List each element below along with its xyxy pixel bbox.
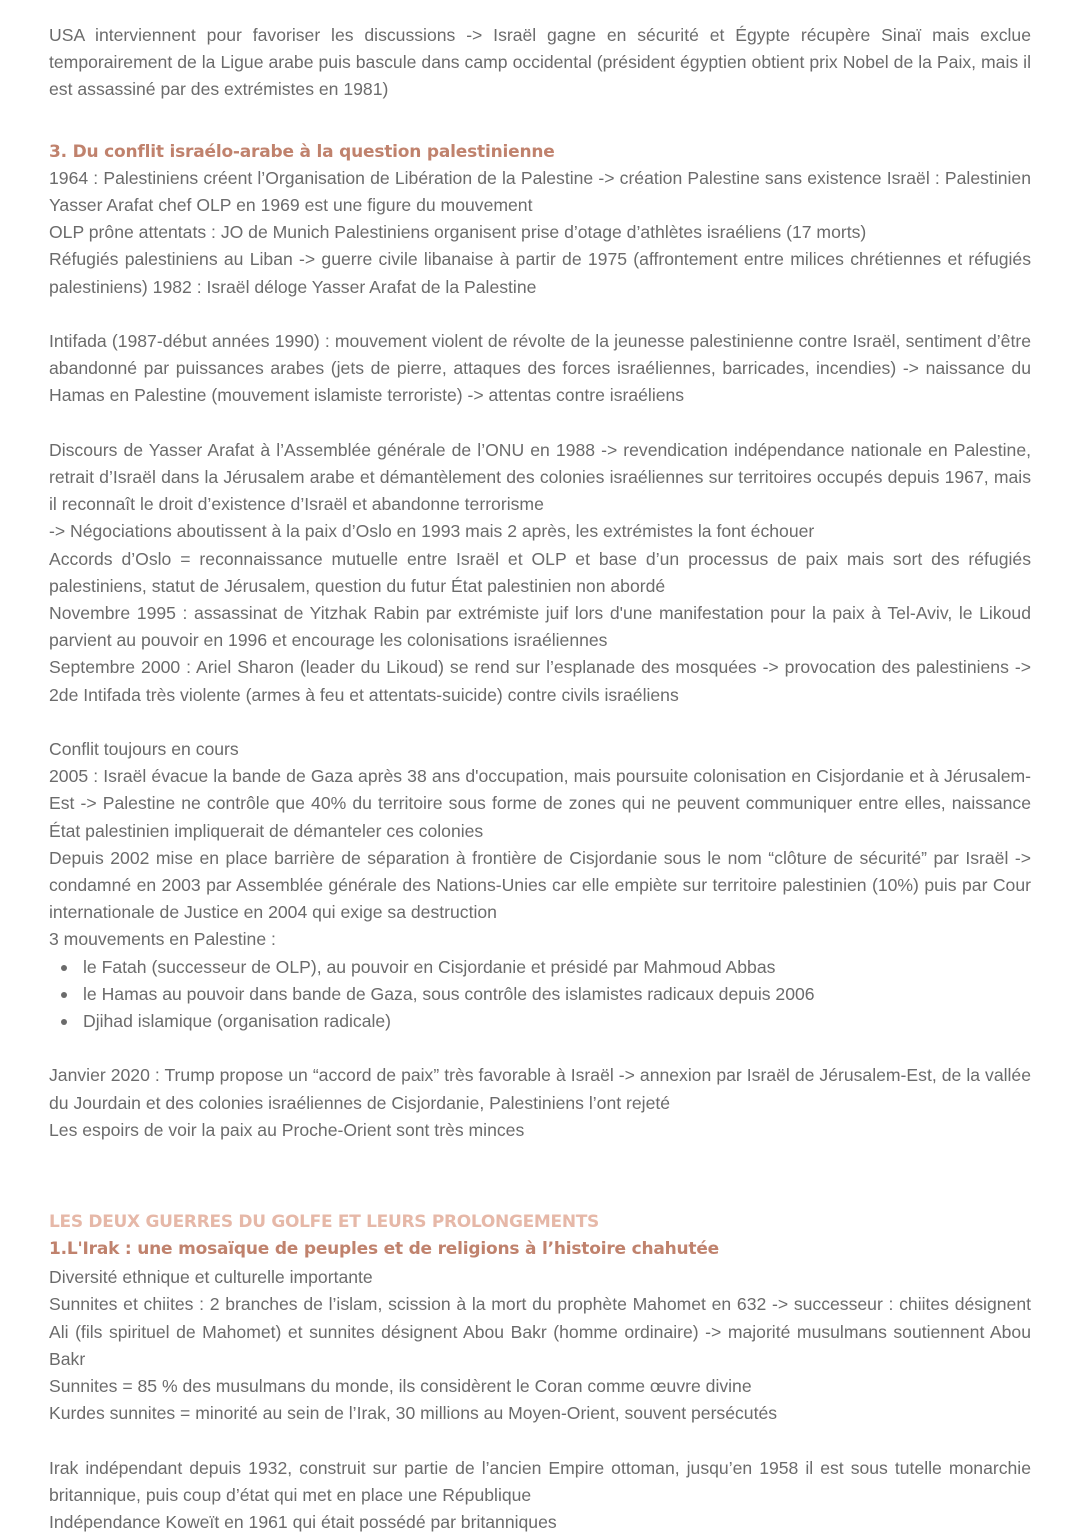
paragraph-sharon: Septembre 2000 : Ariel Sharon (leader du Likoud) se rend sur l’esplanade des mosquées -> provocation des palestiniens -> 2de Intifada très violente (armes à feu et attentats-suicide) contre civils israéliens xyxy=(49,657,1031,705)
paragraph-gaza-2005: 2005 : Israël évacue la bande de Gaza après 38 ans d'occupation, mais poursuite colonisation en Cisjordanie et à Jérusalem-Est -> Palestine ne contrôle que 40% du territoire sous forme de zones qui ne peuvent communiquer entre elles, naissance État palestinien impliquerait de démanteler ces colonies xyxy=(49,766,1031,841)
paragraph-mouvements-intro: 3 mouvements en Palestine : xyxy=(49,929,276,950)
list-item-fatah: le Fatah (successeur de OLP), au pouvoir en Cisjordanie et présidé par Mahmoud Abbas xyxy=(83,954,1031,981)
spacer xyxy=(49,1035,1031,1062)
section-irak-subheading: 1.L'Irak : une mosaïque de peuples et de religions à l’histoire chahutée xyxy=(49,1239,720,1260)
spacer xyxy=(49,1144,1031,1184)
paragraph-irak-1932: Irak indépendant depuis 1932, construit sur partie de l’ancien Empire ottoman, jusqu’en 1958 il est sous tutelle monarchie britannique, puis coup d’état qui met en place une République xyxy=(49,1457,1031,1505)
section-3-heading: 3. Du conflit israélo-arabe à la question palestinienne xyxy=(49,141,555,162)
document-page xyxy=(49,22,1031,1536)
intro-paragraph: USA interviennent pour favoriser les discussions -> Israël gagne en sécurité et Égypte récupère Sinaï mais exclue temporairement de la Ligue arabe puis bascule dans camp occidental (président égyptien obtient prix Nobel de la Paix, mais il est assassiné par des extrémistes en 1981) xyxy=(49,25,1031,100)
paragraph-trump-2020: Janvier 2020 : Trump propose un “accord de paix” très favorable à Israël -> annexion par Israël de Jérusalem-Est, de la vallée du Jourdain et des colonies israéliennes de Cisjordanie, Palestiniens l’ont rejeté xyxy=(49,1065,1031,1113)
spacer xyxy=(49,709,1031,736)
paragraph-koweit: Indépendance Koweït en 1961 qui était possédé par britanniques xyxy=(49,1512,557,1533)
paragraph-barriere: Depuis 2002 mise en place barrière de séparation à frontière de Cisjordanie sous le nom “clôture de sécurité” par Israël -> condamné en 2003 par Assemblée générale des Nations-Unies car elle empiète sur territoire palestinien (10%) puis par Cour internationale de Justice en 2004 qui exige sa destruction xyxy=(49,847,1031,923)
section-golfe-heading: LES DEUX GUERRES DU GOLFE ET LEURS PROLONGEMENTS xyxy=(49,1212,600,1233)
paragraph-conflit-en-cours: Conflit toujours en cours xyxy=(49,739,239,760)
movements-list xyxy=(49,954,1031,1036)
spacer xyxy=(49,104,1031,131)
paragraph-espoirs: Les espoirs de voir la paix au Proche-Orient sont très minces xyxy=(49,1119,525,1140)
paragraph-rabin: Novembre 1995 : assassinat de Yitzhak Rabin par extrémiste juif lors d'une manifestation pour la paix à Tel-Aviv, le Likoud parvient au pouvoir en 1996 et encourage les colonisations israéliennes xyxy=(49,603,1031,651)
paragraph-diversite: Diversité ethnique et culturelle importante xyxy=(49,1267,373,1288)
paragraph-munich: OLP prône attentats : JO de Munich Palestiniens organisent prise d’otage d’athlètes israéliens (17 morts) xyxy=(49,222,867,243)
list-item-hamas: le Hamas au pouvoir dans bande de Gaza, sous contrôle des islamistes radicaux depuis 2006 xyxy=(83,981,1031,1008)
paragraph-negociations: -> Négociations aboutissent à la paix d’Oslo en 1993 mais 2 après, les extrémistes la font échouer xyxy=(49,521,815,542)
spacer xyxy=(49,301,1031,328)
paragraph-accords-oslo: Accords d’Oslo = reconnaissance mutuelle entre Israël et OLP et base d’un processus de paix mais sort des réfugiés palestiniens, statut de Jérusalem, question du futur État palestinien non abordé xyxy=(49,548,1031,596)
paragraph-liban: Réfugiés palestiniens au Liban -> guerre civile libanaise à partir de 1975 (affrontement entre milices chrétiennes et réfugiés palestiniens) 1982 : Israël déloge Yasser Arafat de la Palestine xyxy=(49,249,1031,297)
list-item-djihad: Djihad islamique (organisation radicale) xyxy=(83,1008,1031,1035)
spacer xyxy=(49,1184,1031,1211)
spacer xyxy=(49,410,1031,437)
paragraph-sunnites-chiites: Sunnites et chiites : 2 branches de l’islam, scission à la mort du prophète Mahomet en 632 -> successeur : chiites désignent Ali (fils spirituel de Mahomet) et sunnites désignent Abou Bakr (homme ordinaire) -> majorité musulmans soutiennent Abou Bakr xyxy=(49,1294,1031,1369)
paragraph-olp-1964: 1964 : Palestiniens créent l’Organisation de Libération de la Palestine -> création Palestine sans existence Israël : Palestinien Yasser Arafat chef OLP en 1969 est une figure du mouvement xyxy=(49,167,1031,215)
spacer xyxy=(49,1427,1031,1454)
paragraph-sunnites-85: Sunnites = 85 % des musulmans du monde, ils considèrent le Coran comme œuvre divine xyxy=(49,1376,752,1397)
paragraph-kurdes: Kurdes sunnites = minorité au sein de l’Irak, 30 millions au Moyen-Orient, souvent persécutés xyxy=(49,1403,778,1424)
paragraph-arafat-onu: Discours de Yasser Arafat à l’Assemblée générale de l’ONU en 1988 -> revendication indépendance nationale en Palestine, retrait d’Israël dans la Jérusalem arabe et démantèlement des colonies israéliennes sur territoires occupés depuis 1967, mais il reconnaît le droit d’existence d’Israël et abandonne terrorisme xyxy=(49,439,1031,515)
paragraph-intifada: Intifada (1987-début années 1990) : mouvement violent de révolte de la jeunesse palestinienne contre Israël, sentiment d’être abandonné par puissances arabes (jets de pierre, attaques des forces israéliennes, barricades, incendies) -> naissance du Hamas en Palestine (mouvement islamiste terroriste) -> attentas contre israéliens xyxy=(49,331,1031,406)
